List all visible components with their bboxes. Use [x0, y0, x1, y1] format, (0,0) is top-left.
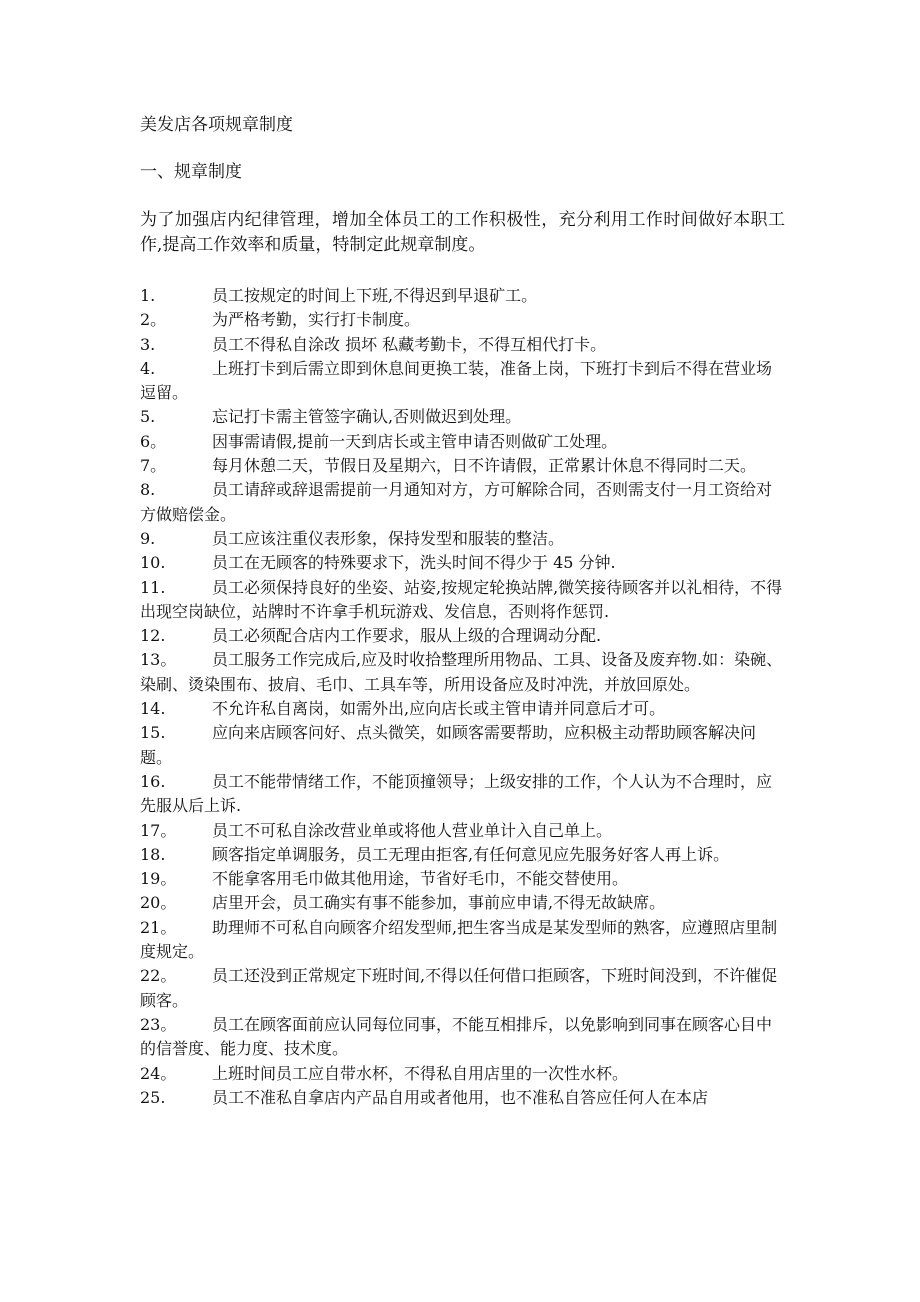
rule-text: 不能拿客用毛巾做其他用途，节省好毛巾，不能交替使用。	[212, 869, 629, 889]
rule-number: 21。	[140, 917, 177, 937]
rule-number: 5.	[140, 407, 156, 427]
rule-item	[140, 1013, 785, 1062]
rule-item	[140, 697, 785, 721]
rule-number: 14.	[140, 699, 166, 719]
rule-number: 16.	[140, 771, 166, 791]
rule-item	[140, 405, 785, 429]
rule-text: 员工在无顾客的特殊要求下，洗头时间不得少于 45 分钟.	[212, 553, 616, 573]
rule-item	[140, 308, 785, 332]
rule-number: 7。	[140, 456, 167, 476]
rule-item	[140, 454, 785, 478]
rule-item	[140, 478, 785, 527]
rule-item	[140, 916, 785, 965]
rule-item	[140, 1062, 785, 1086]
rule-item	[140, 1086, 785, 1110]
rule-number: 8.	[140, 480, 156, 500]
document-title: 美发店各项规章制度	[140, 115, 293, 135]
rule-number: 6。	[140, 431, 167, 451]
rule-text: 助理师不可私自向顾客介绍发型师,把生客当成是某发型师的熟客，应遵照店里制度规定。	[140, 917, 778, 962]
rule-text: 员工不可私自涂改营业单或将他人营业单计入自己单上。	[212, 820, 613, 840]
rule-text: 上班时间员工应自带水杯，不得私自用店里的一次性水杯。	[212, 1063, 629, 1083]
rule-number: 25.	[140, 1087, 166, 1107]
rule-text: 员工按规定的时间上下班,不得迟到早退矿工。	[212, 286, 538, 305]
document-page	[140, 113, 785, 1110]
intro-paragraph: 为了加强店内纪律管理，增加全体员工的工作积极性，充分利用工作时间做好本职工作,提高工作效率和质量，特制定此规章制度。	[140, 210, 785, 255]
rule-number: 9.	[140, 528, 156, 548]
rule-text: 员工还没到正常规定下班时间,不得以任何借口拒顾客，下班时间没到，不许催促顾客。	[140, 966, 778, 1010]
rule-number: 23。	[140, 1014, 177, 1034]
rule-number: 11.	[140, 577, 166, 597]
rule-item	[140, 648, 785, 697]
rule-number: 2。	[140, 310, 167, 330]
rule-text: 上班打卡到后需立即到休息间更换工装，准备上岗，下班打卡到后不得在营业场逗留。	[140, 358, 773, 403]
rule-number: 20。	[140, 893, 177, 913]
rules-list	[140, 284, 785, 1110]
rule-text: 员工服务工作完成后,应及时收拾整理所用物品、工具、设备及废弃物.如：染碗、染刷、烫染围布、披肩、毛巾、工具车等，所用设备应及时冲洗，并放回原处。	[140, 650, 783, 694]
rule-item	[140, 551, 785, 575]
rule-text: 因事需请假,提前一天到店长或主管申请否则做矿工处理。	[212, 431, 618, 451]
rule-item	[140, 770, 785, 819]
rule-item	[140, 819, 785, 843]
rule-text: 员工不准私自拿店内产品自用或者他用，也不准私自答应任何人在本店	[212, 1087, 709, 1107]
rule-item	[140, 891, 785, 915]
rule-text: 忘记打卡需主管签字确认,否则做迟到处理。	[212, 407, 522, 427]
rule-text: 员工必须保持良好的坐姿、站姿,按规定轮换站牌,微笑接待顾客并以礼相待，不得出现空岗缺位，站牌时不许拿手机玩游戏、发信息，否则将作惩罚.	[140, 577, 783, 621]
rule-text: 每月休憩二天，节假日及星期六，日不许请假，正常累计休息不得同时二天。	[212, 456, 757, 476]
rule-number: 19。	[140, 869, 177, 889]
rule-text: 店里开会，员工确实有事不能参加，事前应申请,不得无故缺席。	[212, 893, 666, 913]
rule-number: 13。	[140, 650, 177, 670]
rule-text: 员工请辞或辞退需提前一月通知对方，方可解除合同，否则需支付一月工资给对方做赔偿金。	[140, 480, 773, 524]
rule-text: 员工在顾客面前应认同每位同事，不能互相排斥，以免影响到同事在顾客心目中的信誉度、能力度、技术度。	[140, 1014, 773, 1059]
rule-number: 12.	[140, 626, 166, 646]
rule-text: 不允许私自离岗，如需外出,应向店长或主管申请并同意后才可。	[212, 699, 666, 719]
rule-item	[140, 284, 785, 308]
rule-number: 1.	[140, 286, 156, 305]
rule-item	[140, 430, 785, 454]
rule-item	[140, 333, 785, 357]
section-heading: 一、规章制度	[140, 162, 242, 182]
rule-item	[140, 843, 785, 867]
rule-item	[140, 867, 785, 891]
rule-number: 24。	[140, 1063, 177, 1083]
rule-item	[140, 357, 785, 406]
rule-number: 4.	[140, 358, 156, 378]
rule-item	[140, 624, 785, 648]
rule-number: 17。	[140, 820, 177, 840]
rule-number: 10.	[140, 553, 166, 573]
rule-text: 应向来店顾客问好、点头微笑，如顾客需要帮助，应积极主动帮助顾客解决问题。	[140, 723, 757, 767]
rule-number: 18.	[140, 844, 166, 864]
rule-number: 22。	[140, 966, 177, 986]
rule-number: 3.	[140, 334, 156, 354]
rule-text: 员工应该注重仪表形象，保持发型和服装的整洁。	[212, 528, 565, 548]
rule-text: 员工不能带情绪工作，不能顶撞领导；上级安排的工作，个人认为不合理时，应先服从后上诉.	[140, 771, 773, 816]
rule-text: 员工必须配合店内工作要求，服从上级的合理调动分配.	[212, 626, 602, 646]
rule-item	[140, 527, 785, 551]
rule-number: 15.	[140, 723, 166, 743]
rule-text: 员工不得私自涂改 损坏 私藏考勤卡，不得互相代打卡。	[212, 334, 607, 354]
rule-text: 顾客指定单调服务，员工无理由拒客,有任何意见应先服务好客人再上诉。	[212, 844, 730, 864]
rule-item	[140, 576, 785, 625]
rule-item	[140, 964, 785, 1013]
rule-text: 为严格考勤，实行打卡制度。	[212, 310, 421, 330]
rule-item	[140, 721, 785, 770]
